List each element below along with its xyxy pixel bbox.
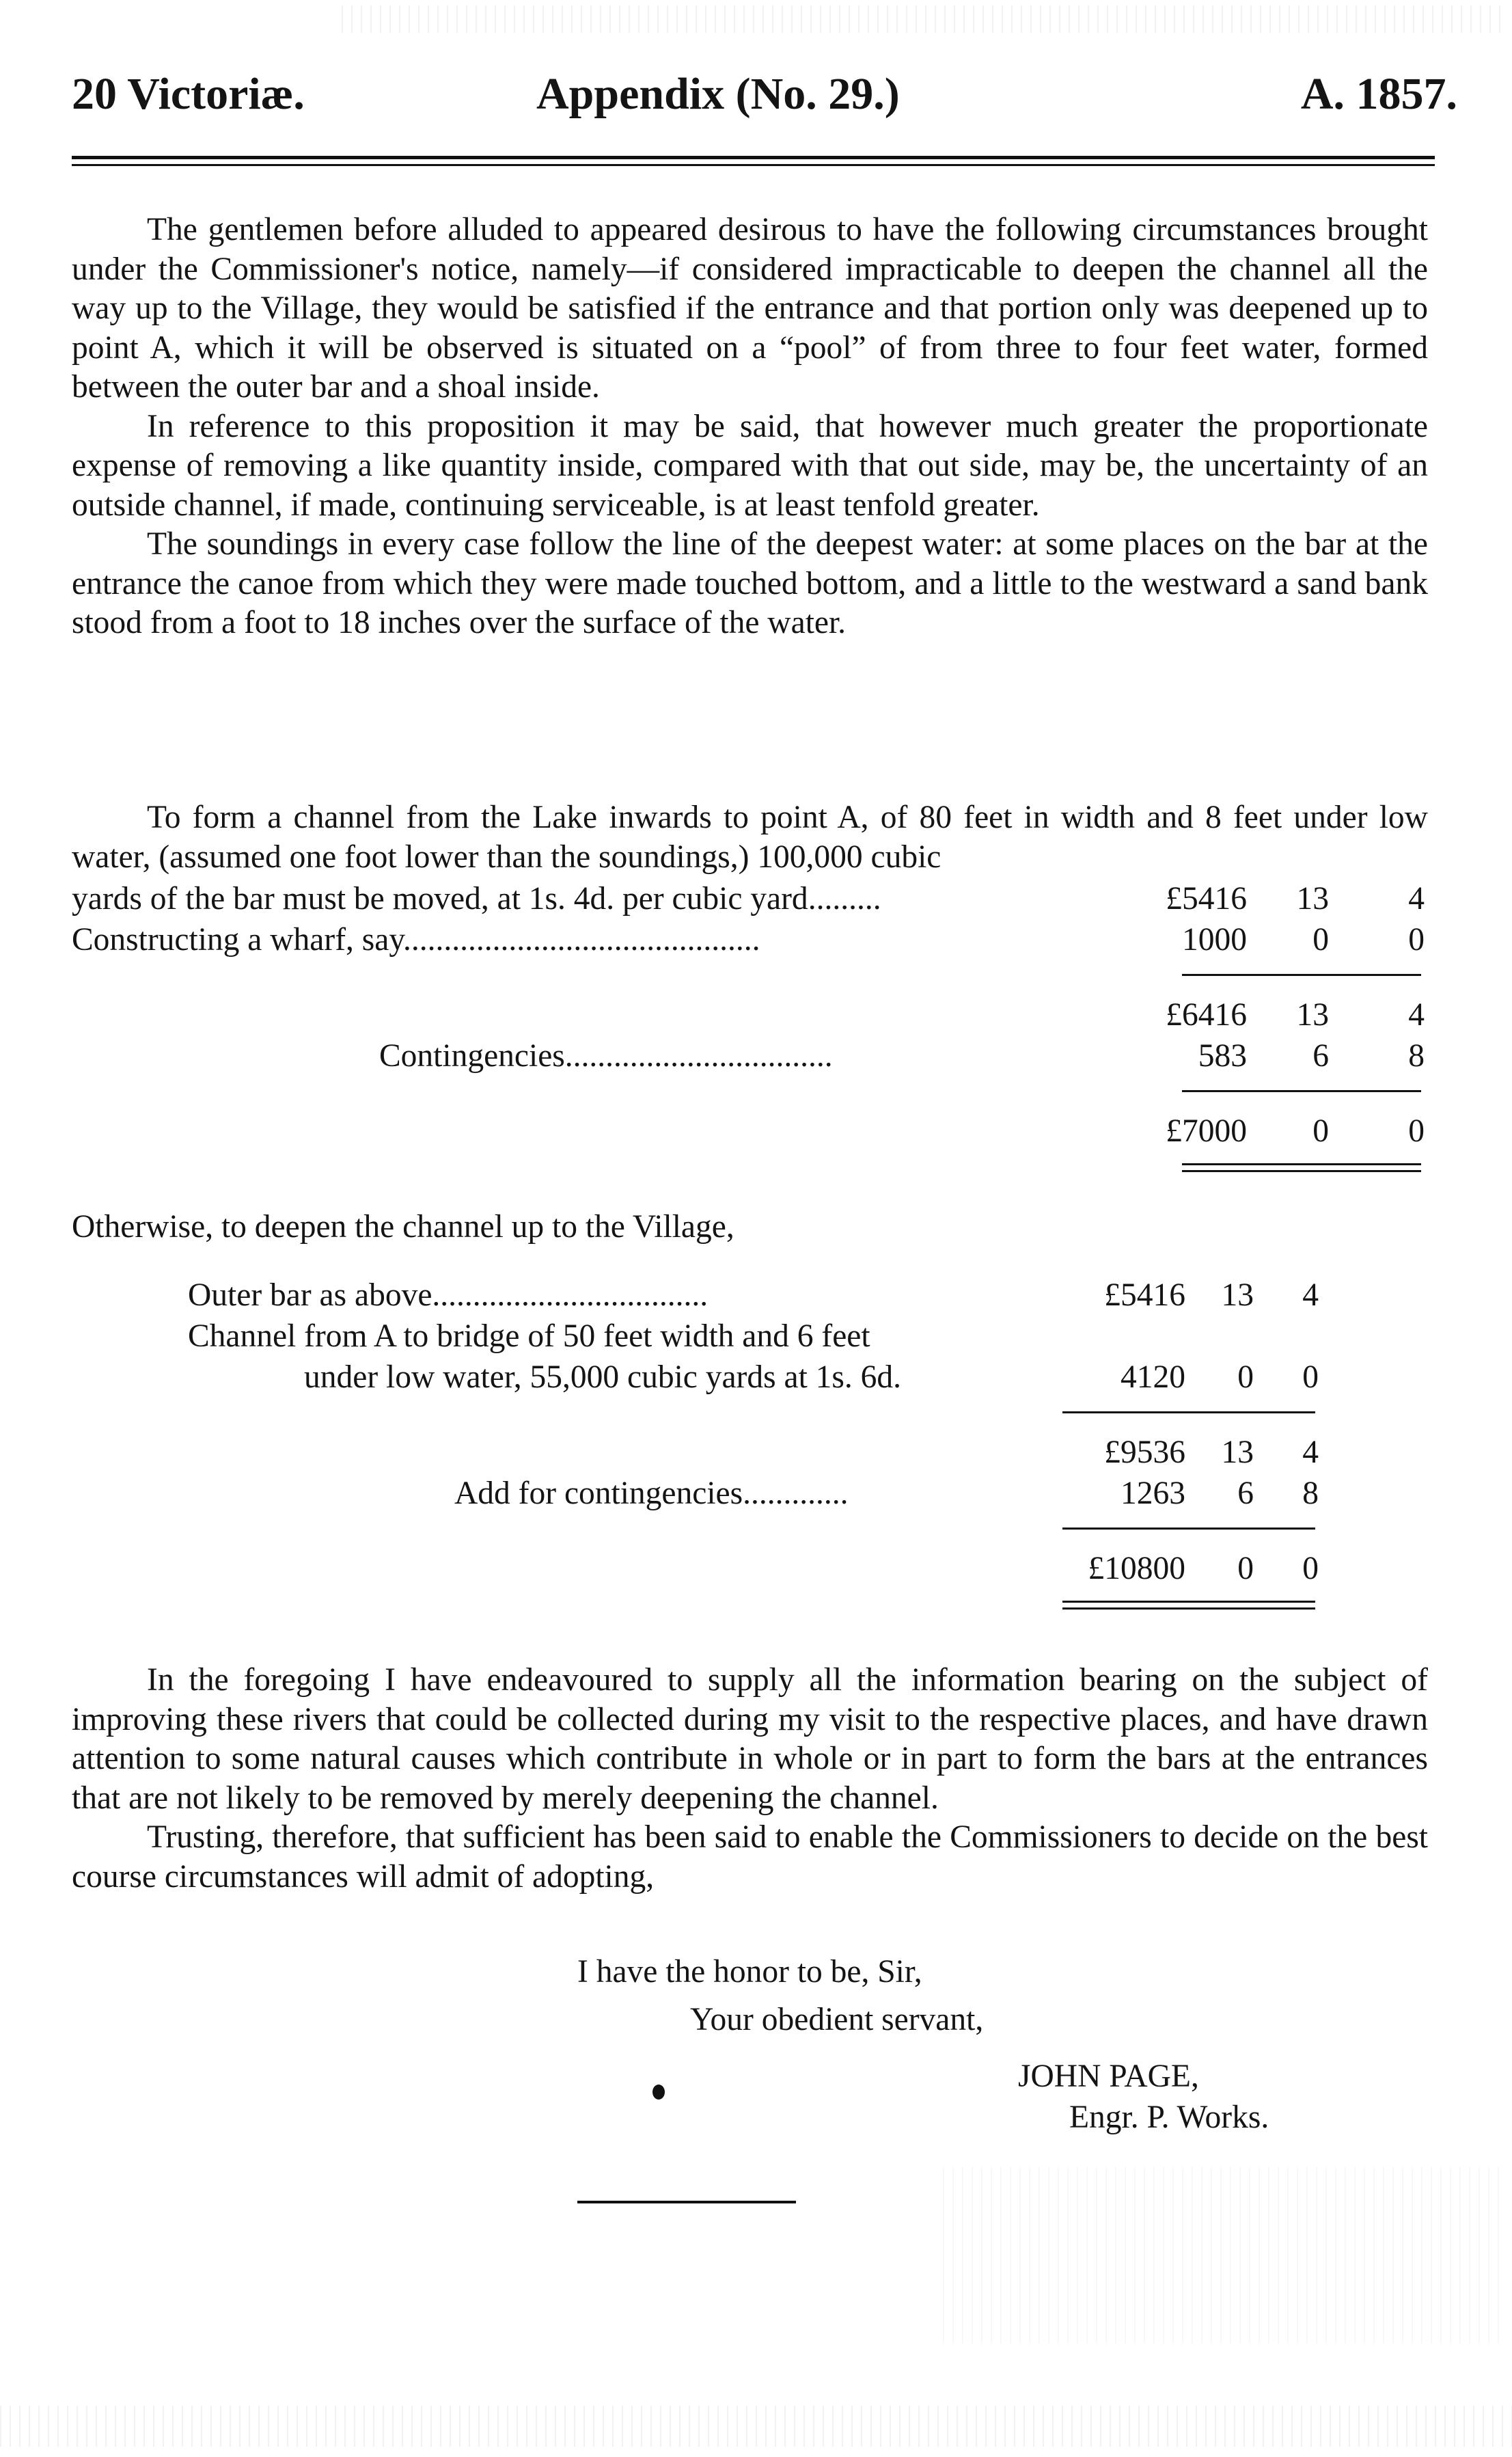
amount-shillings: 0 xyxy=(1237,1551,1254,1586)
item-label: yards of the bar must be moved, at 1s. 4d. per cubic yard......... xyxy=(72,881,881,917)
amount-pounds: £5416 xyxy=(1166,881,1247,917)
signatory-title: Engr. P. Works. xyxy=(1069,2100,1269,2135)
header-year: A. 1857. xyxy=(1300,69,1457,119)
estimate-b-contingencies xyxy=(72,1473,1431,1514)
estimate-a-intro-text: To form a channel from the Lake inwards to point A, of 80 feet in width and 8 feet under low water, (assumed one foot lower than the soundings,) 100,000 cubic xyxy=(72,800,1428,875)
amount-shillings: 13 xyxy=(1221,1435,1254,1470)
amount-pounds: £5416 xyxy=(1104,1277,1185,1313)
paragraph-proposal: The gentlemen before alluded to appeared desirous to have the following circumstances brought under the Commissioner's notice, namely—if considered impracticable to deepen the channel all the way up to the Village, they would be satisfied if the entrance and that portion only was deepened up to point A, which it will be observed is situated on a “pool” of from three to four feet water, formed between the outer bar and a shoal inside. xyxy=(72,212,1428,405)
amount-pence: 4 xyxy=(1408,881,1425,917)
closing-rule xyxy=(577,2201,796,2203)
estimate-b-subtotal xyxy=(72,1432,1431,1473)
salutation: I have the honor to be, Sir, xyxy=(577,1954,922,1990)
header-appendix: Appendix (No. 29.) xyxy=(536,69,900,119)
estimate-a-contingencies xyxy=(72,1035,1431,1076)
amount-shillings: 6 xyxy=(1237,1476,1254,1511)
header-session: 20 Victoriæ. xyxy=(72,69,305,119)
item-label: Constructing a wharf, say............................................ xyxy=(72,922,760,958)
amount-pence: 4 xyxy=(1302,1435,1319,1470)
subtotal-rule xyxy=(1182,974,1421,976)
signatory-name: JOHN PAGE, xyxy=(1018,2059,1199,2094)
estimate-a-intro xyxy=(72,798,1428,877)
amount-pounds: 583 xyxy=(1198,1038,1247,1074)
item-label: Contingencies................................. xyxy=(379,1038,833,1074)
paragraph-summary: In the foregoing I have endeavoured to supply all the information bearing on the subject of improving these rivers that could be collected during my visit to the respective places, and have drawn attention to some natural causes which contribute in whole or in part to form the bars at the entrances that are not likely to be removed by merely deepening the channel. xyxy=(72,1662,1428,1816)
ink-spot xyxy=(652,2085,665,2100)
double-rule-bottom xyxy=(1062,1607,1315,1610)
amount-shillings: 13 xyxy=(1296,881,1329,917)
amount-pounds: £6416 xyxy=(1166,997,1247,1033)
amount-shillings: 0 xyxy=(1312,922,1329,958)
total-rule xyxy=(1062,1528,1315,1530)
estimate-a-subtotal xyxy=(72,994,1431,1035)
amount-shillings: 0 xyxy=(1312,1113,1329,1149)
estimate-a-item-bar xyxy=(72,878,1431,919)
running-header xyxy=(72,68,1457,123)
paragraph-trusting: Trusting, therefore, that sufficient has been said to enable the Commissioners to decide on the best course circumstances will admit of adopting, xyxy=(72,1819,1428,1895)
item-label: Outer bar as above.................................. xyxy=(188,1277,709,1313)
item-label: Channel from A to bridge of 50 feet width and 6 feet xyxy=(188,1318,870,1354)
double-rule-top xyxy=(1062,1601,1315,1603)
estimate-b-item-outer-bar xyxy=(72,1275,1431,1316)
estimate-b-intro xyxy=(72,1206,1431,1247)
estimate-b-total xyxy=(72,1548,1431,1589)
estimate-b-item-channel-line1 xyxy=(72,1316,1431,1357)
amount-pounds: £10800 xyxy=(1088,1551,1185,1586)
amount-pence: 4 xyxy=(1302,1277,1319,1313)
valediction: Your obedient servant, xyxy=(690,2002,984,2037)
paragraph-reference: In reference to this proposition it may be said, that however much greater the proportionate expense of removing a like quantity inside, compared with that out side, may be, the uncertainty of an outside channel, if made, continuing serviceable, is at least tenfold greater. xyxy=(72,408,1428,523)
item-label: under low water, 55,000 cubic yards at 1s. 6d. xyxy=(304,1359,901,1395)
amount-shillings: 6 xyxy=(1312,1038,1329,1074)
scan-noise-top xyxy=(342,5,1503,33)
amount-pence: 8 xyxy=(1408,1038,1425,1074)
total-rule xyxy=(1182,1090,1421,1092)
amount-pounds: 4120 xyxy=(1121,1359,1185,1395)
header-rule-secondary xyxy=(72,164,1435,166)
amount-shillings: 0 xyxy=(1237,1359,1254,1395)
item-label: Add for contingencies............. xyxy=(454,1476,849,1511)
amount-pence: 0 xyxy=(1302,1551,1319,1586)
amount-pounds: £9536 xyxy=(1104,1435,1185,1470)
scan-noise-bottom xyxy=(0,2406,1512,2447)
amount-pence: 8 xyxy=(1302,1476,1319,1511)
amount-pence: 0 xyxy=(1408,1113,1425,1149)
amount-pence: 4 xyxy=(1408,997,1425,1033)
amount-shillings: 13 xyxy=(1296,997,1329,1033)
amount-pounds: £7000 xyxy=(1166,1113,1247,1149)
scan-noise-corner xyxy=(943,2167,1503,2344)
estimate-a-total xyxy=(72,1111,1431,1152)
estimate-a-item-wharf xyxy=(72,919,1431,960)
header-rule xyxy=(72,156,1435,159)
amount-pounds: 1000 xyxy=(1182,922,1247,958)
amount-pence: 0 xyxy=(1408,922,1425,958)
estimate-b-intro-text: Otherwise, to deepen the channel up to the Village, xyxy=(72,1209,734,1245)
paragraph-soundings: The soundings in every case follow the line of the deepest water: at some places on the bar at the entrance the canoe from which they were made touched bottom, and a little to the westward a sand bank stood from a foot to 18 inches over the surface of the water. xyxy=(72,526,1428,640)
estimate-b-item-channel xyxy=(72,1357,1431,1398)
amount-shillings: 13 xyxy=(1221,1277,1254,1313)
subtotal-rule xyxy=(1062,1411,1315,1413)
double-rule-top xyxy=(1182,1163,1421,1165)
amount-pence: 0 xyxy=(1302,1359,1319,1395)
closing-text xyxy=(72,1661,1428,1897)
amount-pounds: 1263 xyxy=(1121,1476,1185,1511)
intro-text xyxy=(72,211,1428,643)
double-rule-bottom xyxy=(1182,1170,1421,1172)
